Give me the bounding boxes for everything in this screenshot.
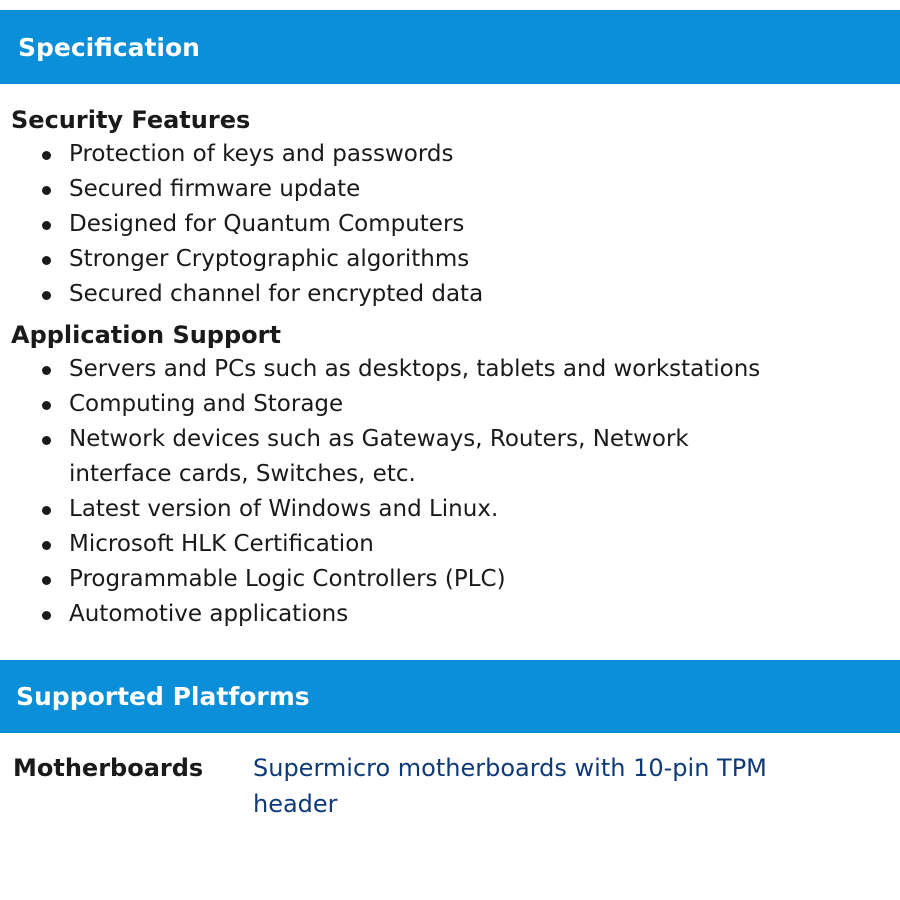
security-features-group bbox=[0, 103, 900, 312]
list-item: Computing and Storage bbox=[0, 387, 900, 422]
motherboards-link[interactable]: Supermicro motherboards with 10-pin TPM header bbox=[253, 754, 767, 818]
application-support-group bbox=[0, 318, 900, 632]
specification-header-title: Specification bbox=[18, 32, 200, 62]
list-item: Servers and PCs such as desktops, tablets and workstations bbox=[0, 352, 900, 387]
platform-label: Motherboards bbox=[13, 754, 204, 782]
specification-body bbox=[0, 103, 900, 632]
list-item: Programmable Logic Controllers (PLC) bbox=[0, 562, 900, 597]
application-support-list bbox=[0, 352, 900, 632]
list-item: Latest version of Windows and Linux. bbox=[0, 492, 900, 527]
list-item: Microsoft HLK Certification bbox=[0, 527, 900, 562]
security-features-list bbox=[0, 137, 900, 312]
list-item: Designed for Quantum Computers bbox=[0, 207, 900, 242]
list-item: Secured firmware update bbox=[0, 172, 900, 207]
list-item: Stronger Cryptographic algorithms bbox=[0, 242, 900, 277]
security-features-title: Security Features bbox=[11, 106, 251, 134]
list-item: Network devices such as Gateways, Routers, Network interface cards, Switches, etc. bbox=[0, 422, 900, 492]
platform-row-motherboards bbox=[0, 750, 900, 822]
list-item: Protection of keys and passwords bbox=[0, 137, 900, 172]
list-item: Secured channel for encrypted data bbox=[0, 277, 900, 312]
application-support-title: Application Support bbox=[11, 321, 281, 349]
supported-platforms-header-title: Supported Platforms bbox=[16, 682, 310, 711]
list-item: Automotive applications bbox=[0, 597, 900, 632]
specification-header bbox=[0, 10, 900, 84]
supported-platforms-header bbox=[0, 660, 900, 733]
